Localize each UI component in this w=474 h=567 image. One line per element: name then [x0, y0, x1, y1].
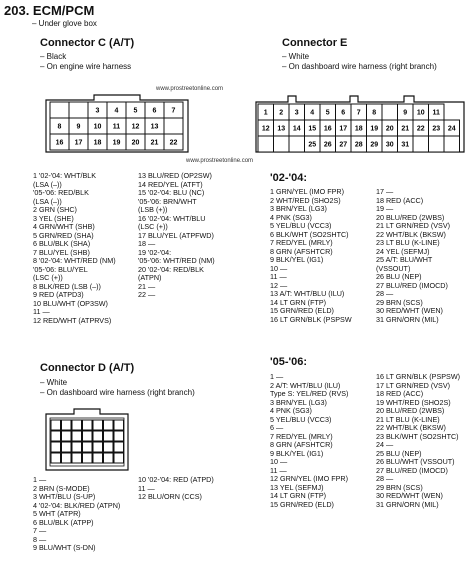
- connector-pin-cell: [289, 120, 305, 136]
- pin-line: 14 LT GRN (FTP): [270, 297, 327, 307]
- pin-number: 12: [261, 125, 270, 133]
- pin-line: 12 RED/WHT (ATPRVS): [33, 315, 112, 325]
- connector-pin-cell: [367, 104, 383, 120]
- pin-number: 19: [370, 125, 379, 133]
- connector-pin-cell: [104, 453, 114, 463]
- connector-pin-cell: [274, 120, 290, 136]
- pin-line: 18 RED (ACC): [376, 195, 424, 205]
- pin-line: 28 —: [376, 474, 394, 483]
- pin-line: 27 BLU/RED (IMOCD): [376, 465, 448, 475]
- pin-line: '05-'06: WHT/RED (NM): [138, 256, 215, 265]
- connector-pin-cell: [83, 431, 93, 441]
- pin-line: 10 '02-'04: RED (ATPD): [138, 475, 214, 484]
- connector-pin-cell: [429, 120, 445, 136]
- pin-line: (LSC (+)): [138, 222, 168, 231]
- connector-pin-cell: [258, 104, 274, 120]
- pin-line: 4 GRN/WHT (SHB): [33, 222, 95, 231]
- connector-pin-cell: [72, 442, 82, 452]
- pin-number: 9: [76, 123, 81, 131]
- pin-number: 18: [354, 125, 363, 133]
- page-title: 203. ECM/PCM: [4, 3, 95, 18]
- pin-line: 19 '02-'04:: [138, 247, 172, 257]
- connector-c-diagram: [44, 94, 190, 156]
- connector-pin-cell: [51, 453, 61, 463]
- pin-number: 7: [356, 109, 361, 117]
- connector-pin-cell: [93, 453, 103, 463]
- pin-line: 15 GRN/RED (ELD): [270, 306, 334, 315]
- pin-number: 7: [171, 107, 176, 115]
- pin-line: 17 LT GRN/RED (VSV): [376, 380, 451, 390]
- pin-number: 3: [95, 107, 100, 115]
- pin-line: 3 BRN/YEL (LG3): [270, 204, 327, 213]
- pin-number: 16: [323, 125, 332, 133]
- pin-line: 15 '02-'04: BLU (NC): [138, 188, 205, 197]
- pin-number: 25: [308, 141, 317, 149]
- pin-number: 1: [263, 109, 268, 117]
- connector-pin-cell: [305, 104, 321, 120]
- connector-d-diagram: [44, 408, 130, 472]
- pin-line: 6 —: [270, 423, 284, 432]
- pin-line: 4 PNK (SG3): [270, 212, 312, 222]
- pin-line: 7 RED/YEL (MRLY): [270, 238, 333, 247]
- pin-line: 6 BLK/WHT (SO2SHTC): [270, 229, 349, 239]
- pin-number: 28: [354, 141, 363, 149]
- pin-number: 10: [416, 109, 425, 117]
- connector-pin-cell: [382, 120, 398, 136]
- connector-e-color-note: – White: [282, 52, 310, 61]
- pin-number: 19: [112, 139, 121, 147]
- pin-line: 13 YEL (SEFMJ): [270, 482, 324, 492]
- connector-pin-cell: [62, 442, 72, 452]
- pin-line: 17 —: [376, 187, 394, 196]
- pin-line: 1 —: [33, 475, 47, 484]
- pin-line: 31 GRN/ORN (MIL): [376, 314, 439, 324]
- connector-pin-cell: [126, 134, 145, 150]
- pin-line: 8 —: [33, 534, 47, 544]
- pin-number: 23: [432, 125, 441, 133]
- connector-pin-cell: [107, 118, 126, 134]
- connector-pin-cell: [289, 136, 305, 152]
- connector-pin-cell: [114, 453, 124, 463]
- pin-line: 12 —: [270, 280, 288, 290]
- connector-pin-cell: [88, 102, 107, 118]
- pin-line: 20 BLU/RED (2WBS): [376, 212, 445, 222]
- pin-number: 4: [114, 107, 119, 115]
- pin-line: 4 PNK (SG3): [270, 406, 312, 415]
- pin-line: '05-'06: RED/BLK: [33, 188, 89, 197]
- pin-number: 15: [308, 125, 317, 133]
- pin-line: 22 WHT/BLK (BKSW): [376, 229, 446, 239]
- pin-line: 13 A/T: WHT/BLU (ILU): [270, 289, 345, 298]
- connector-pin-cell: [145, 134, 164, 150]
- pin-line: 29 BRN (SCS): [376, 297, 423, 307]
- pin-line: 7 RED/YEL (MRLY): [270, 431, 333, 441]
- pin-number: 17: [339, 125, 348, 133]
- connector-pin-cell: [83, 442, 93, 452]
- connector-pin-cell: [114, 420, 124, 430]
- connector-c-pins-left: [33, 172, 116, 325]
- connector-e-heading-0204: '02-'04:: [270, 172, 308, 184]
- pin-line: 2 WHT/RED (SHO2S): [270, 195, 341, 205]
- connector-pin-cell: [382, 104, 398, 120]
- connector-pin-cell: [126, 118, 145, 134]
- pin-line: Type S: YEL/RED (RVS): [270, 389, 349, 398]
- pin-line: 21 LT GRN/RED (VSV): [376, 221, 451, 230]
- pin-number: 13: [277, 125, 286, 133]
- pin-line: 10 —: [270, 457, 288, 466]
- pin-line: 17 BLU/YEL (ATPFWD): [138, 230, 214, 240]
- connector-pin-cell: [351, 104, 367, 120]
- pin-line: 5 GRN/RED (SHA): [33, 230, 94, 240]
- pin-line: 2 A/T: WHT/BLU (ILU): [270, 380, 341, 390]
- connector-d-pins-right: [138, 476, 214, 502]
- pin-line: 26 BLU (NEP): [376, 272, 422, 281]
- connector-pin-cell: [69, 102, 88, 118]
- pin-line: 2 BRN (S-MODE): [33, 483, 90, 493]
- connector-pin-cell: [320, 104, 336, 120]
- pin-line: 10 BLU/WHT (OP3SW): [33, 298, 108, 308]
- pin-number: 5: [325, 109, 330, 117]
- connector-pin-cell: [398, 120, 414, 136]
- pin-number: 2: [279, 109, 284, 117]
- connector-pin-cell: [88, 134, 107, 150]
- connector-pin-cell: [413, 136, 429, 152]
- connector-e-0506-pins-left: [270, 373, 348, 509]
- pin-line: 5 YEL/BLU (VCC3): [270, 414, 332, 424]
- pin-number: 26: [323, 141, 332, 149]
- connector-pin-cell: [413, 120, 429, 136]
- connector-pin-cell: [69, 118, 88, 134]
- pin-number: 21: [401, 125, 410, 133]
- pin-number: 14: [292, 125, 301, 133]
- pin-number: 17: [74, 139, 83, 147]
- pin-line: 8 '02-'04: WHT/RED (NM): [33, 256, 116, 265]
- pin-line: 11 —: [138, 483, 155, 493]
- pin-line: 12 BLU/ORN (CCS): [138, 492, 202, 501]
- pin-line: 25 BLU (NEP): [376, 448, 422, 458]
- pin-number: 12: [131, 123, 140, 131]
- pin-number: 21: [150, 139, 159, 147]
- pin-line: 1 GRN/YEL (IMO FPR): [270, 187, 345, 196]
- pin-line: 11 —: [270, 272, 287, 281]
- pin-line: 1 —: [270, 372, 284, 381]
- pin-line: 28 —: [376, 289, 394, 298]
- pin-line: (LSC (+)): [33, 273, 63, 282]
- pin-line: (LSB (+)): [138, 205, 168, 214]
- connector-pin-cell: [72, 431, 82, 441]
- connector-pin-cell: [51, 431, 61, 441]
- connector-pin-cell: [398, 136, 414, 152]
- pin-line: 14 RED/YEL (ATFT): [138, 179, 203, 189]
- pin-number: 4: [310, 109, 315, 117]
- pin-number: 30: [385, 141, 394, 149]
- connector-c-pins-right: [138, 172, 215, 300]
- pin-line: 9 BLK/YEL (IG1): [270, 255, 324, 264]
- connector-c-harness-note: – On engine wire harness: [40, 62, 132, 71]
- pin-number: 24: [447, 125, 456, 133]
- connector-e-0204-pins-left: [270, 188, 352, 324]
- pin-line: 11 —: [270, 465, 287, 475]
- connector-pin-cell: [274, 136, 290, 152]
- connector-e-0204-pins-right: [376, 188, 450, 324]
- pin-line: 12 GRN/YEL (IMO FPR): [270, 474, 349, 483]
- pin-line: 6 BLU/BLK (ATPP): [33, 517, 94, 527]
- connector-e-harness-note: – On dashboard wire harness (right branch): [282, 62, 437, 71]
- pin-line: 3 BRN/YEL (LG3): [270, 397, 327, 407]
- connector-e-0506-pins-right: [376, 373, 460, 509]
- connector-pin-cell: [50, 102, 69, 118]
- pin-line: 22 —: [138, 290, 156, 299]
- connector-pin-cell: [336, 136, 352, 152]
- pin-line: 3 WHT/BLU (S-UP): [33, 492, 96, 501]
- pin-line: '05-'06: BLU/YEL: [33, 264, 88, 274]
- pin-line: (LSA (–)): [33, 179, 62, 189]
- pin-number: 8: [57, 123, 62, 131]
- connector-pin-cell: [164, 134, 183, 150]
- connector-pin-cell: [83, 420, 93, 430]
- connector-d-pins-left: [33, 476, 120, 553]
- connector-pin-cell: [258, 136, 274, 152]
- pin-line: 29 BRN (SCS): [376, 482, 423, 492]
- pin-line: 20 BLU/RED (2WBS): [376, 406, 445, 415]
- connector-pin-cell: [258, 120, 274, 136]
- connector-pin-cell: [367, 120, 383, 136]
- pin-line: 13 BLU/RED (OP2SW): [138, 171, 212, 180]
- connector-pin-cell: [107, 134, 126, 150]
- connector-pin-cell: [62, 431, 72, 441]
- connector-pin-cell: [62, 420, 72, 430]
- pin-line: 14 LT GRN (FTP): [270, 491, 327, 500]
- connector-pin-cell: [93, 442, 103, 452]
- pin-number: 9: [403, 109, 408, 117]
- connector-pin-cell: [351, 120, 367, 136]
- pin-number: 3: [294, 109, 299, 117]
- connector-pin-cell: [367, 136, 383, 152]
- connector-e-title: Connector E: [282, 37, 348, 49]
- connector-pin-cell: [51, 442, 61, 452]
- connector-pin-cell: [398, 104, 414, 120]
- pin-line: 9 BLU/WHT (S-DN): [33, 543, 96, 552]
- connector-pin-cell: [72, 420, 82, 430]
- connector-pin-cell: [336, 104, 352, 120]
- pin-number: 16: [55, 139, 64, 147]
- connector-pin-cell: [320, 120, 336, 136]
- connector-pin-cell: [429, 104, 445, 120]
- connector-pin-cell: [93, 431, 103, 441]
- connector-pin-cell: [72, 453, 82, 463]
- connector-c-title: Connector C (A/T): [40, 37, 135, 49]
- pin-number: 8: [372, 109, 377, 117]
- pin-line: 1 '02-'04: WHT/BLK: [33, 171, 97, 180]
- connector-pin-cell: [69, 134, 88, 150]
- pin-number: 11: [432, 109, 440, 117]
- pin-line: 23 BLK/WHT (SO2SHTC): [376, 431, 459, 441]
- connector-pin-cell: [93, 420, 103, 430]
- connector-pin-cell: [305, 120, 321, 136]
- pin-line: 16 LT GRN/BLK (PSPSW: [270, 314, 352, 324]
- connector-pin-cell: [88, 118, 107, 134]
- pin-line: 18 —: [138, 239, 156, 248]
- pin-line: 21 LT BLU (K-LINE): [376, 414, 440, 424]
- pin-number: 22: [416, 125, 425, 133]
- connector-pin-cell: [289, 104, 305, 120]
- pin-number: 22: [169, 139, 178, 147]
- pin-line: 24 —: [376, 440, 394, 449]
- pin-line: 16 '02-'04: WHT/BLU: [138, 213, 206, 223]
- pin-number: 6: [152, 107, 157, 115]
- connector-pin-cell: [62, 453, 72, 463]
- connector-pin-cell: [107, 102, 126, 118]
- pin-line: 24 YEL (SEFMJ): [376, 246, 430, 256]
- pin-line: 2 GRN (SHC): [33, 205, 77, 214]
- pin-line: 8 GRN (AFSHTCR): [270, 246, 333, 256]
- pin-line: 19 WHT/RED (SHO2S): [376, 397, 451, 407]
- pin-line: 8 GRN (AFSHTCR): [270, 440, 333, 449]
- pin-line: 6 BLU/BLK (SHA): [33, 239, 91, 248]
- connector-pin-cell: [104, 442, 114, 452]
- connector-pin-cell: [164, 102, 183, 118]
- connector-pin-cell: [320, 136, 336, 152]
- pin-number: 31: [401, 141, 410, 149]
- connector-e-diagram: [254, 94, 466, 156]
- pin-number: 20: [385, 125, 394, 133]
- connector-d-color-note: – White: [40, 378, 68, 387]
- pin-line: 5 WHT (ATPR): [33, 509, 81, 518]
- pin-number: 6: [341, 109, 346, 117]
- pin-number: 5: [133, 107, 138, 115]
- pin-number: 13: [150, 123, 159, 131]
- connector-pin-cell: [51, 420, 61, 430]
- connector-pin-cell: [114, 431, 124, 441]
- pin-line: 7 BLU/YEL (SHB): [33, 247, 90, 257]
- pin-line: 18 RED (ACC): [376, 389, 424, 398]
- pin-line: 31 GRN/ORN (MIL): [376, 499, 439, 509]
- pin-line: 25 A/T: BLU/WHT: [376, 255, 433, 264]
- connector-pin-cell: [429, 136, 445, 152]
- pin-line: 30 RED/WHT (WEN): [376, 306, 443, 315]
- pin-line: 3 YEL (SHE): [33, 213, 74, 223]
- location-note: – Under glove box: [32, 19, 97, 28]
- connector-pin-cell: [305, 136, 321, 152]
- connector-d-title: Connector D (A/T): [40, 362, 135, 374]
- pin-line: (LSA (–)): [33, 196, 62, 206]
- pin-line: 16 LT GRN/BLK (PSPSW): [376, 372, 461, 381]
- pin-line: 15 GRN/RED (ELD): [270, 499, 334, 509]
- pin-number: 11: [112, 123, 121, 131]
- connector-pin-cell: [164, 118, 183, 134]
- pin-line: 21 —: [138, 281, 156, 291]
- connector-pin-cell: [83, 453, 93, 463]
- pin-line: 22 WHT/BLK (BKSW): [376, 423, 446, 432]
- pin-line: '05-'06: BRN/WHT: [138, 196, 197, 206]
- connector-pin-cell: [351, 136, 367, 152]
- pin-line: 19 —: [376, 204, 394, 213]
- pin-number: 27: [339, 141, 348, 149]
- connector-pin-cell: [444, 136, 460, 152]
- connector-d-harness-note: – On dashboard wire harness (right branch): [40, 388, 195, 397]
- watermark-bottom: www.prostreetonline.com: [186, 158, 254, 164]
- pin-line: (VSSOUT): [376, 263, 411, 273]
- pin-number: 10: [93, 123, 102, 131]
- pin-number: 18: [93, 139, 102, 147]
- connector-e-heading-0506: '05-'06:: [270, 356, 308, 368]
- connector-pin-cell: [114, 442, 124, 452]
- pin-line: 27 BLU/RED (IMOCD): [376, 280, 448, 290]
- connector-pin-cell: [50, 118, 69, 134]
- connector-pin-cell: [145, 102, 164, 118]
- connector-pin-cell: [336, 120, 352, 136]
- pin-line: 11 —: [33, 307, 50, 316]
- pin-line: 23 LT BLU (K-LINE): [376, 238, 440, 247]
- connector-pin-cell: [444, 120, 460, 136]
- pin-number: 29: [370, 141, 379, 149]
- connector-pin-cell: [382, 136, 398, 152]
- watermark-top: www.prostreetonline.com: [156, 86, 224, 92]
- pin-line: 10 —: [270, 263, 288, 273]
- pin-line: 30 RED/WHT (WEN): [376, 491, 443, 500]
- pin-line: 5 YEL/BLU (VCC3): [270, 221, 332, 230]
- connector-pin-cell: [50, 134, 69, 150]
- pin-line: 4 '02-'04: BLK/RED (ATPN): [33, 500, 121, 510]
- pin-number: 20: [131, 139, 140, 147]
- connector-pin-cell: [104, 420, 114, 430]
- connector-pin-cell: [413, 104, 429, 120]
- connector-pin-cell: [274, 104, 290, 120]
- pin-line: 26 BLU/WHT (VSSOUT): [376, 457, 455, 466]
- connector-pin-cell: [126, 102, 145, 118]
- connector-pin-cell: [145, 118, 164, 134]
- pin-line: (ATPN): [138, 273, 162, 282]
- pin-line: 9 RED (ATPD3): [33, 290, 84, 299]
- pin-line: 8 BLK/RED (LSB (–)): [33, 281, 101, 291]
- connector-pin-cell: [104, 431, 114, 441]
- pin-line: 9 BLK/YEL (IG1): [270, 448, 324, 458]
- pin-line: 7 —: [33, 526, 47, 535]
- connector-c-color-note: – Black: [40, 52, 67, 61]
- pin-line: 20 '02-'04: RED/BLK: [138, 264, 204, 274]
